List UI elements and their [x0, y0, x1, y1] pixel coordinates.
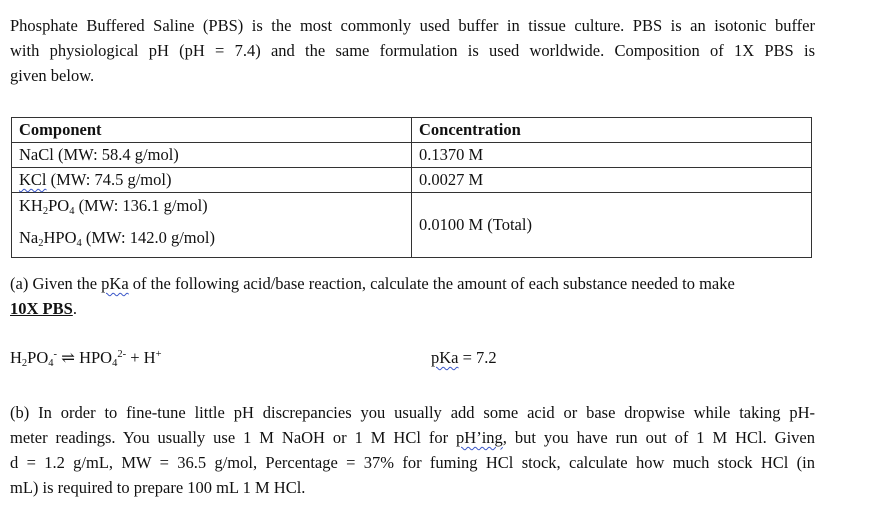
formula-subscript: 4 — [69, 206, 75, 217]
part-a-text: of the following acid/base reaction, calculate the amount of each substance needed to make — [128, 274, 735, 293]
component-text: (MW: 74.5 g/mol) — [46, 170, 172, 189]
formula-part: KH — [19, 196, 43, 215]
pka-number: = 7.2 — [458, 348, 497, 367]
part-b-line-1: (b) In order to fine-tune little pH discrepancies you usually add some acid or base dropwise while taking pH- — [10, 403, 815, 422]
intro-line-3: given below. — [10, 66, 95, 85]
composition-table — [11, 117, 812, 258]
formula-part: + H — [126, 348, 156, 367]
component-cell — [12, 168, 412, 193]
reaction-equation — [10, 348, 162, 369]
formula-subscript: 4 — [76, 238, 82, 249]
formula-subscript: 4 — [112, 358, 118, 369]
part-b-line-2 — [10, 425, 815, 450]
formula-part: PO — [48, 196, 70, 215]
formula-part: PO — [27, 348, 49, 367]
table-header-row — [12, 118, 812, 143]
emphasis-10x-pbs: 10X PBS — [10, 299, 73, 318]
table-row — [12, 193, 812, 258]
spellcheck-word: KCl — [19, 170, 47, 189]
spellcheck-word: pKa — [431, 348, 459, 367]
part-b-line-3: d = 1.2 g/mL, MW = 36.5 g/mol, Percentage = 37% for fuming HCl stock, calculate how much stock HCl (in — [10, 453, 815, 472]
component-header: Component — [12, 118, 412, 143]
equilibrium-arrow-icon: ⇌ — [57, 348, 80, 367]
part-a-paragraph — [10, 271, 815, 321]
concentration-cell: 0.1370 M — [412, 143, 812, 168]
part-a-line-1 — [10, 271, 815, 296]
formula-part: (MW: 142.0 g/mol) — [81, 228, 215, 247]
part-a-text: (a) Given the — [10, 274, 102, 293]
formula-part: (MW: 136.1 g/mol) — [74, 196, 208, 215]
formula-superscript: - — [53, 349, 58, 360]
formula-part: Na — [19, 228, 39, 247]
formula-superscript: 2- — [117, 349, 127, 360]
intro-line-1: Phosphate Buffered Saline (PBS) is the most commonly used buffer in tissue culture. PBS is an isotonic buffer — [10, 16, 815, 35]
intro-line-2: with physiological pH (pH = 7.4) and the same formulation is used worldwide. Composition of 1X PBS is — [10, 41, 815, 60]
part-b-paragraph — [10, 400, 815, 500]
part-a-line-2 — [10, 296, 815, 321]
component-cell — [12, 193, 412, 258]
formula-part: HPO — [79, 348, 113, 367]
table-row — [12, 143, 812, 168]
part-b-text: meter readings. You usually use 1 M NaOH or 1 M HCl for — [10, 428, 457, 447]
component-line — [19, 193, 404, 225]
table-row — [12, 168, 812, 193]
intro-paragraph — [10, 13, 815, 88]
component-cell: NaCl (MW: 58.4 g/mol) — [12, 143, 412, 168]
formula-subscript: 4 — [48, 358, 54, 369]
concentration-header: Concentration — [412, 118, 812, 143]
spellcheck-word: pH’ing — [456, 428, 503, 447]
formula-part: HPO — [43, 228, 77, 247]
formula-part: H — [10, 348, 22, 367]
pka-value — [431, 348, 497, 368]
concentration-cell: 0.0100 M (Total) — [412, 193, 812, 258]
part-a-text: . — [72, 299, 77, 318]
part-b-text: , but you have run out of 1 M HCl. Given — [502, 428, 815, 447]
component-line — [19, 225, 404, 257]
part-b-line-4: mL) is required to prepare 100 mL 1 M HCl. — [10, 478, 306, 497]
formula-subscript: 2 — [38, 238, 44, 249]
formula-subscript: 2 — [42, 206, 49, 217]
formula-subscript: 2 — [21, 358, 28, 369]
spellcheck-word: pKa — [101, 274, 129, 293]
concentration-cell: 0.0027 M — [412, 168, 812, 193]
formula-superscript: + — [155, 349, 162, 360]
